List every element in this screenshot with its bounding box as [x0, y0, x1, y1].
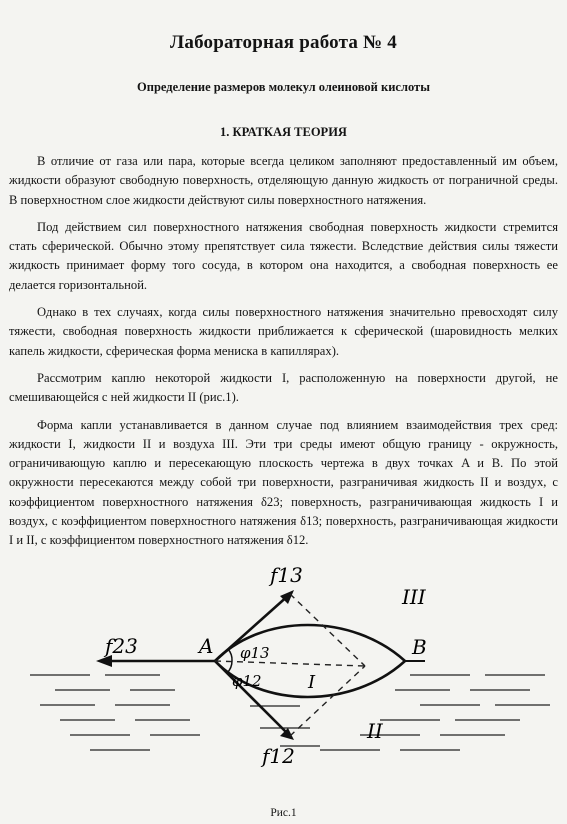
body-text: [9, 152, 558, 551]
figure-drop-diagram: [0, 558, 567, 808]
label-f23: f23: [105, 634, 138, 658]
label-f13: f13: [270, 563, 303, 587]
label-medium-ii: II: [367, 719, 383, 743]
phi13-arc: [228, 649, 232, 661]
paragraph-5: Форма капли устанавливается в данном случае под влиянием взаимодействия трех сред: жидкости I, жидкости II и воздуха III. Эти три среды имеют общую границу - окружность, ограничивающую каплю и пересекающую плоскость чертежа в двух точках A и B. По этой окружности пересекаются между собой три поверхности, разграничивая жидкость II и воздух, с коэффициентом поверхностного натяжения δ23; поверхность, разграничивающая жидкость I и воздух, с коэффициентом поверхностного натяжения δ13; поверхность, разграничивающая жидкости I и II, с коэффициентом поверхностного натяжения δ12.: [9, 417, 558, 548]
label-f12: f12: [262, 744, 295, 768]
label-point-b: B: [412, 635, 427, 659]
paragraph-4: Рассмотрим каплю некоторой жидкости I, расположенную на поверхности другой, не смешивающейся с ней жидкости II (рис.1).: [9, 370, 558, 405]
page-subtitle: Определение размеров молекул олеиновой кислоты: [137, 80, 430, 94]
paragraph-2: Под действием сил поверхностного натяжения свободная поверхность жидкости стремится стать сферической. Обычно этому препятствует сила тяжести. Вследствие действия силы тяжести жидкость принимает форму того сосуда, в котором она находится, а свободная поверхность ее делается горизонтальной.: [9, 219, 558, 292]
paragraph-1: В отличие от газа или пара, которые всегда целиком заполняют предоставленный им объем, жидкости образуют свободную поверхность, отделяющую данную жидкость от пограничной среды. В поверхностном слое жидкости действуют силы поверхностного натяжения.: [9, 154, 558, 207]
section-heading: 1. КРАТКАЯ ТЕОРИЯ: [220, 125, 347, 139]
paragraph-3: Однако в тех случаях, когда силы поверхностного натяжения значительно превосходят силу тяжести, свободная поверхность жидкости приближается к сферической (шаровидность мелких капель жидкости, сферическая форма мениска в капиллярах).: [9, 305, 558, 358]
figure-caption: Рис.1: [270, 807, 297, 819]
label-phi13: φ13: [240, 644, 270, 662]
page-title: Лабораторная работа № 4: [170, 32, 397, 53]
label-phi12: φ12: [232, 672, 262, 690]
force-parallelogram: [215, 594, 365, 736]
label-medium-iii: III: [402, 585, 426, 609]
drop-diagram-svg: [0, 558, 567, 808]
label-medium-i: I: [308, 672, 316, 693]
label-point-a: A: [199, 634, 214, 658]
